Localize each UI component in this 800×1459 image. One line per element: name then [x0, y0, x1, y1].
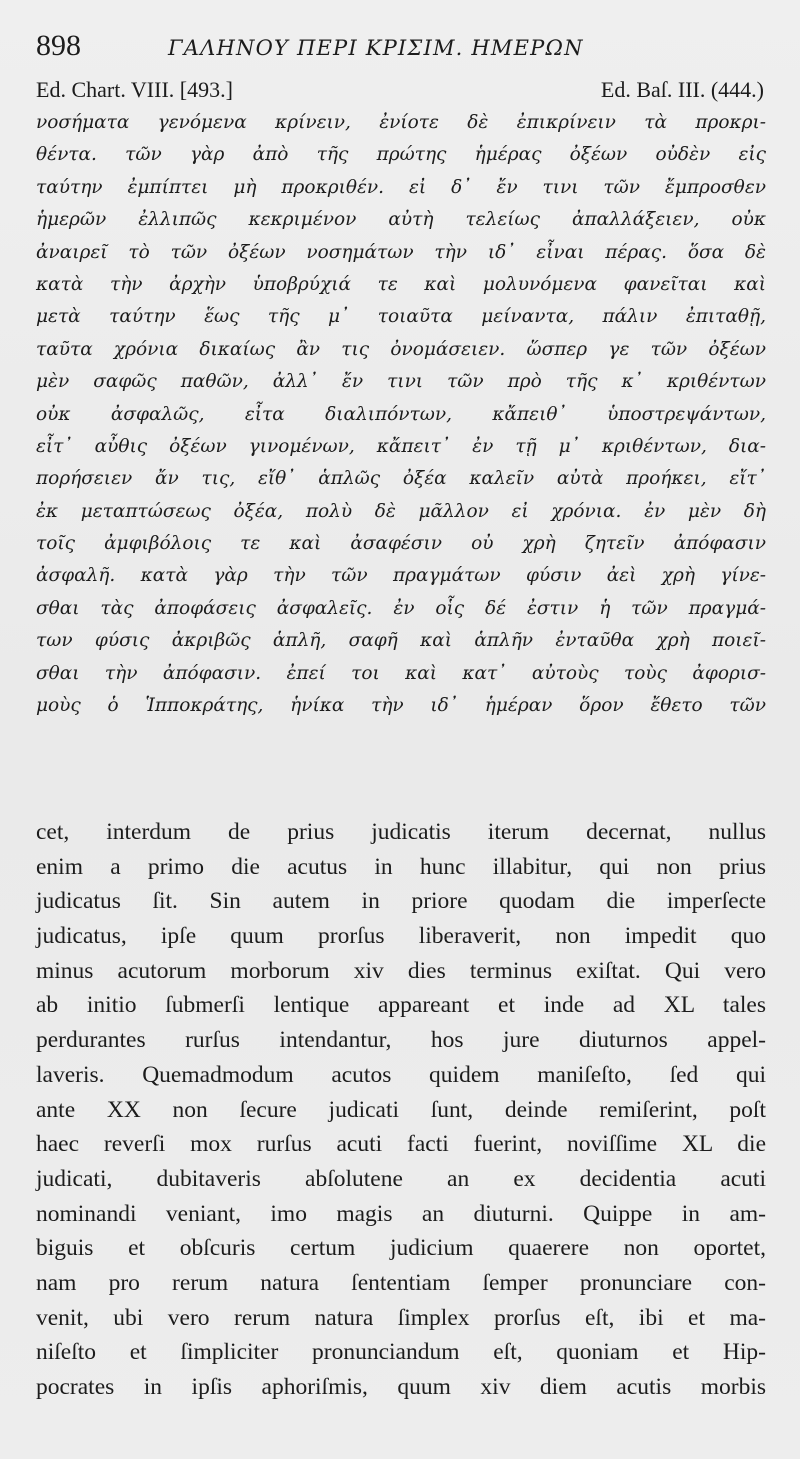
page-header — [36, 28, 766, 68]
greek-text-line: ἐκ μεταπτώσεως ὀξέα, πολὺ δὲ μᾶλλον εἰ χρόνια. ἐν μὲν δὴ — [36, 500, 766, 522]
latin-text-line: laveris. Quemadmodum acutos quidem maniſeſto, ſed qui — [36, 1061, 766, 1088]
greek-text-line: σθαι τὴν ἀπόφασιν. ἐπεί τοι καὶ κατ᾽ αὐτοὺς τοὺς ἀφορισ- — [36, 662, 766, 684]
page-number: 898 — [36, 29, 81, 62]
greek-text-line: μοὺς ὁ Ἱπποκράτης, ἡνίκα τὴν ιδ᾽ ἡμέραν ὅρον ἔθετο τῶν — [36, 695, 766, 717]
greek-text-line: ἀναιρεῖ τὸ τῶν ὀξέων νοσημάτων τὴν ιδ᾽ εἶναι πέρας. ὅσα δὲ — [36, 241, 766, 263]
latin-text-line: judicatus, ipſe quum prorſus liberaverit, non impedit quo — [36, 923, 766, 950]
latin-text-line: nominandi veniant, imo magis an diuturni. Quippe in am- — [36, 1200, 766, 1227]
latin-text-line: minus acutorum morborum xiv dies terminus exiſtat. Qui vero — [36, 957, 766, 984]
latin-text-line: perdurantes rurſus intendantur, hos jure diuturnos appel- — [36, 1027, 766, 1054]
greek-text-line: ταῦτα χρόνια δικαίως ἂν τις ὀνομάσειεν. ὥσπερ γε τῶν ὀξέων — [36, 338, 766, 360]
latin-text-line: niſeſto et ſimpliciter pronunciandum eſt, quoniam et Hip- — [36, 1339, 766, 1366]
greek-text-line: νοσήματα γενόμενα κρίνειν, ἐνίοτε δὲ ἐπικρίνειν τὰ προκρι- — [36, 112, 766, 133]
greek-text-line: μὲν σαφῶς παθῶν, ἀλλ᾽ ἔν τινι τῶν πρὸ τῆς κ᾽ κριθέντων — [36, 371, 766, 393]
greek-text-line: μετὰ ταύτην ἕως τῆς μ᾽ τοιαῦτα μείναντα, πάλιν ἐπιταθῇ, — [36, 306, 766, 328]
latin-text-line: ab initio ſubmerſi lentique appareant et inde ad XL tales — [36, 992, 766, 1019]
edition-chartier-ref: Ed. Chart. VIII. [493.] — [36, 77, 233, 102]
greek-text-line: ἡμερῶν ἐλλιπῶς κεκριμένον αὐτὴ τελείως ἀπαλλάξειεν, οὐκ — [36, 209, 766, 231]
latin-text-line: pocrates in ipſis aphoriſmis, quum xiv diem acutis morbis — [36, 1374, 766, 1400]
edition-references — [36, 76, 764, 106]
greek-text-block — [36, 107, 766, 722]
latin-text-line: enim a primo die acutus in hunc illabitur, qui non prius — [36, 853, 766, 880]
latin-text-line: venit, ubi vero rerum natura ſimplex prorſus eſt, ibi et ma- — [36, 1304, 766, 1331]
latin-text-line: haec reverſi mox rurſus acuti facti fuerint, noviſſime XL die — [36, 1131, 766, 1158]
greek-text-line: ἀσφαλῆ. κατὰ γὰρ τὴν τῶν πραγμάτων φύσιν ἀεὶ χρὴ γίνε- — [36, 565, 766, 587]
greek-text-line: πορήσειεν ἄν τις, εἴθ᾽ ἁπλῶς ὀξέα καλεῖν αὐτὰ προήκει, εἴτ᾽ — [36, 468, 766, 490]
greek-text-line: ταύτην ἐμπίπτει μὴ προκριθέν. εἰ δ᾽ ἔν τινι τῶν ἔμπροσθεν — [36, 176, 766, 198]
greek-text-line: εἶτ᾽ αὖθις ὀξέων γινομένων, κἄπειτ᾽ ἐν τῇ μ᾽ κριθέντων, δια- — [36, 435, 766, 457]
latin-text-line: ante XX non ſecure judicati ſunt, deinde remiſerint, poſt — [36, 1096, 766, 1123]
latin-text-line: biguis et obſcuris certum judicium quaerere non oportet, — [36, 1235, 766, 1262]
greek-text-line: θέντα. τῶν γὰρ ἀπὸ τῆς πρώτης ἡμέρας ὀξέων οὐδὲν εἰς — [36, 144, 766, 166]
greek-text-line: τοῖς ἀμφιβόλοις τε καὶ ἀσαφέσιν οὐ χρὴ ζητεῖν ἀπόφασιν — [36, 533, 766, 555]
latin-text-line: cet, interdum de prius judicatis iterum decernat, nullus — [36, 819, 766, 845]
edition-basel-ref: Ed. Baſ. III. (444.) — [600, 77, 764, 102]
latin-text-line: judicati, dubitaveris abſolutene an ex decidentia acuti — [36, 1165, 766, 1192]
latin-text-line: nam pro rerum natura ſententiam ſemper pronunciare con- — [36, 1269, 766, 1296]
greek-text-line: σθαι τὰς ἀποφάσεις ἀσφαλεῖς. ἐν οἷς δέ ἐστιν ἡ τῶν πραγμά- — [36, 597, 766, 619]
greek-text-line: οὐκ ἀσφαλῶς, εἶτα διαλιπόντων, κἄπειθ᾽ ὑποστρεψάντων, — [36, 403, 766, 425]
greek-text-line: των φύσις ἀκριβῶς ἁπλῆ, σαφῆ καὶ ἁπλῆν ἐνταῦθα χρὴ ποιεῖ- — [36, 630, 766, 652]
greek-text-line: κατὰ τὴν ἀρχὴν ὑποβρύχιά τε καὶ μολυνόμενα φανεῖται καὶ — [36, 273, 766, 295]
latin-text-block — [36, 815, 766, 1405]
running-title: ΓΑΛΗΝΟΥ ΠΕΡΙ ΚΡΙΣΙΜ. ΗΜΕΡΩΝ — [168, 36, 584, 60]
latin-text-line: judicatus ſit. Sin autem in priore quodam die imperſecte — [36, 888, 766, 915]
